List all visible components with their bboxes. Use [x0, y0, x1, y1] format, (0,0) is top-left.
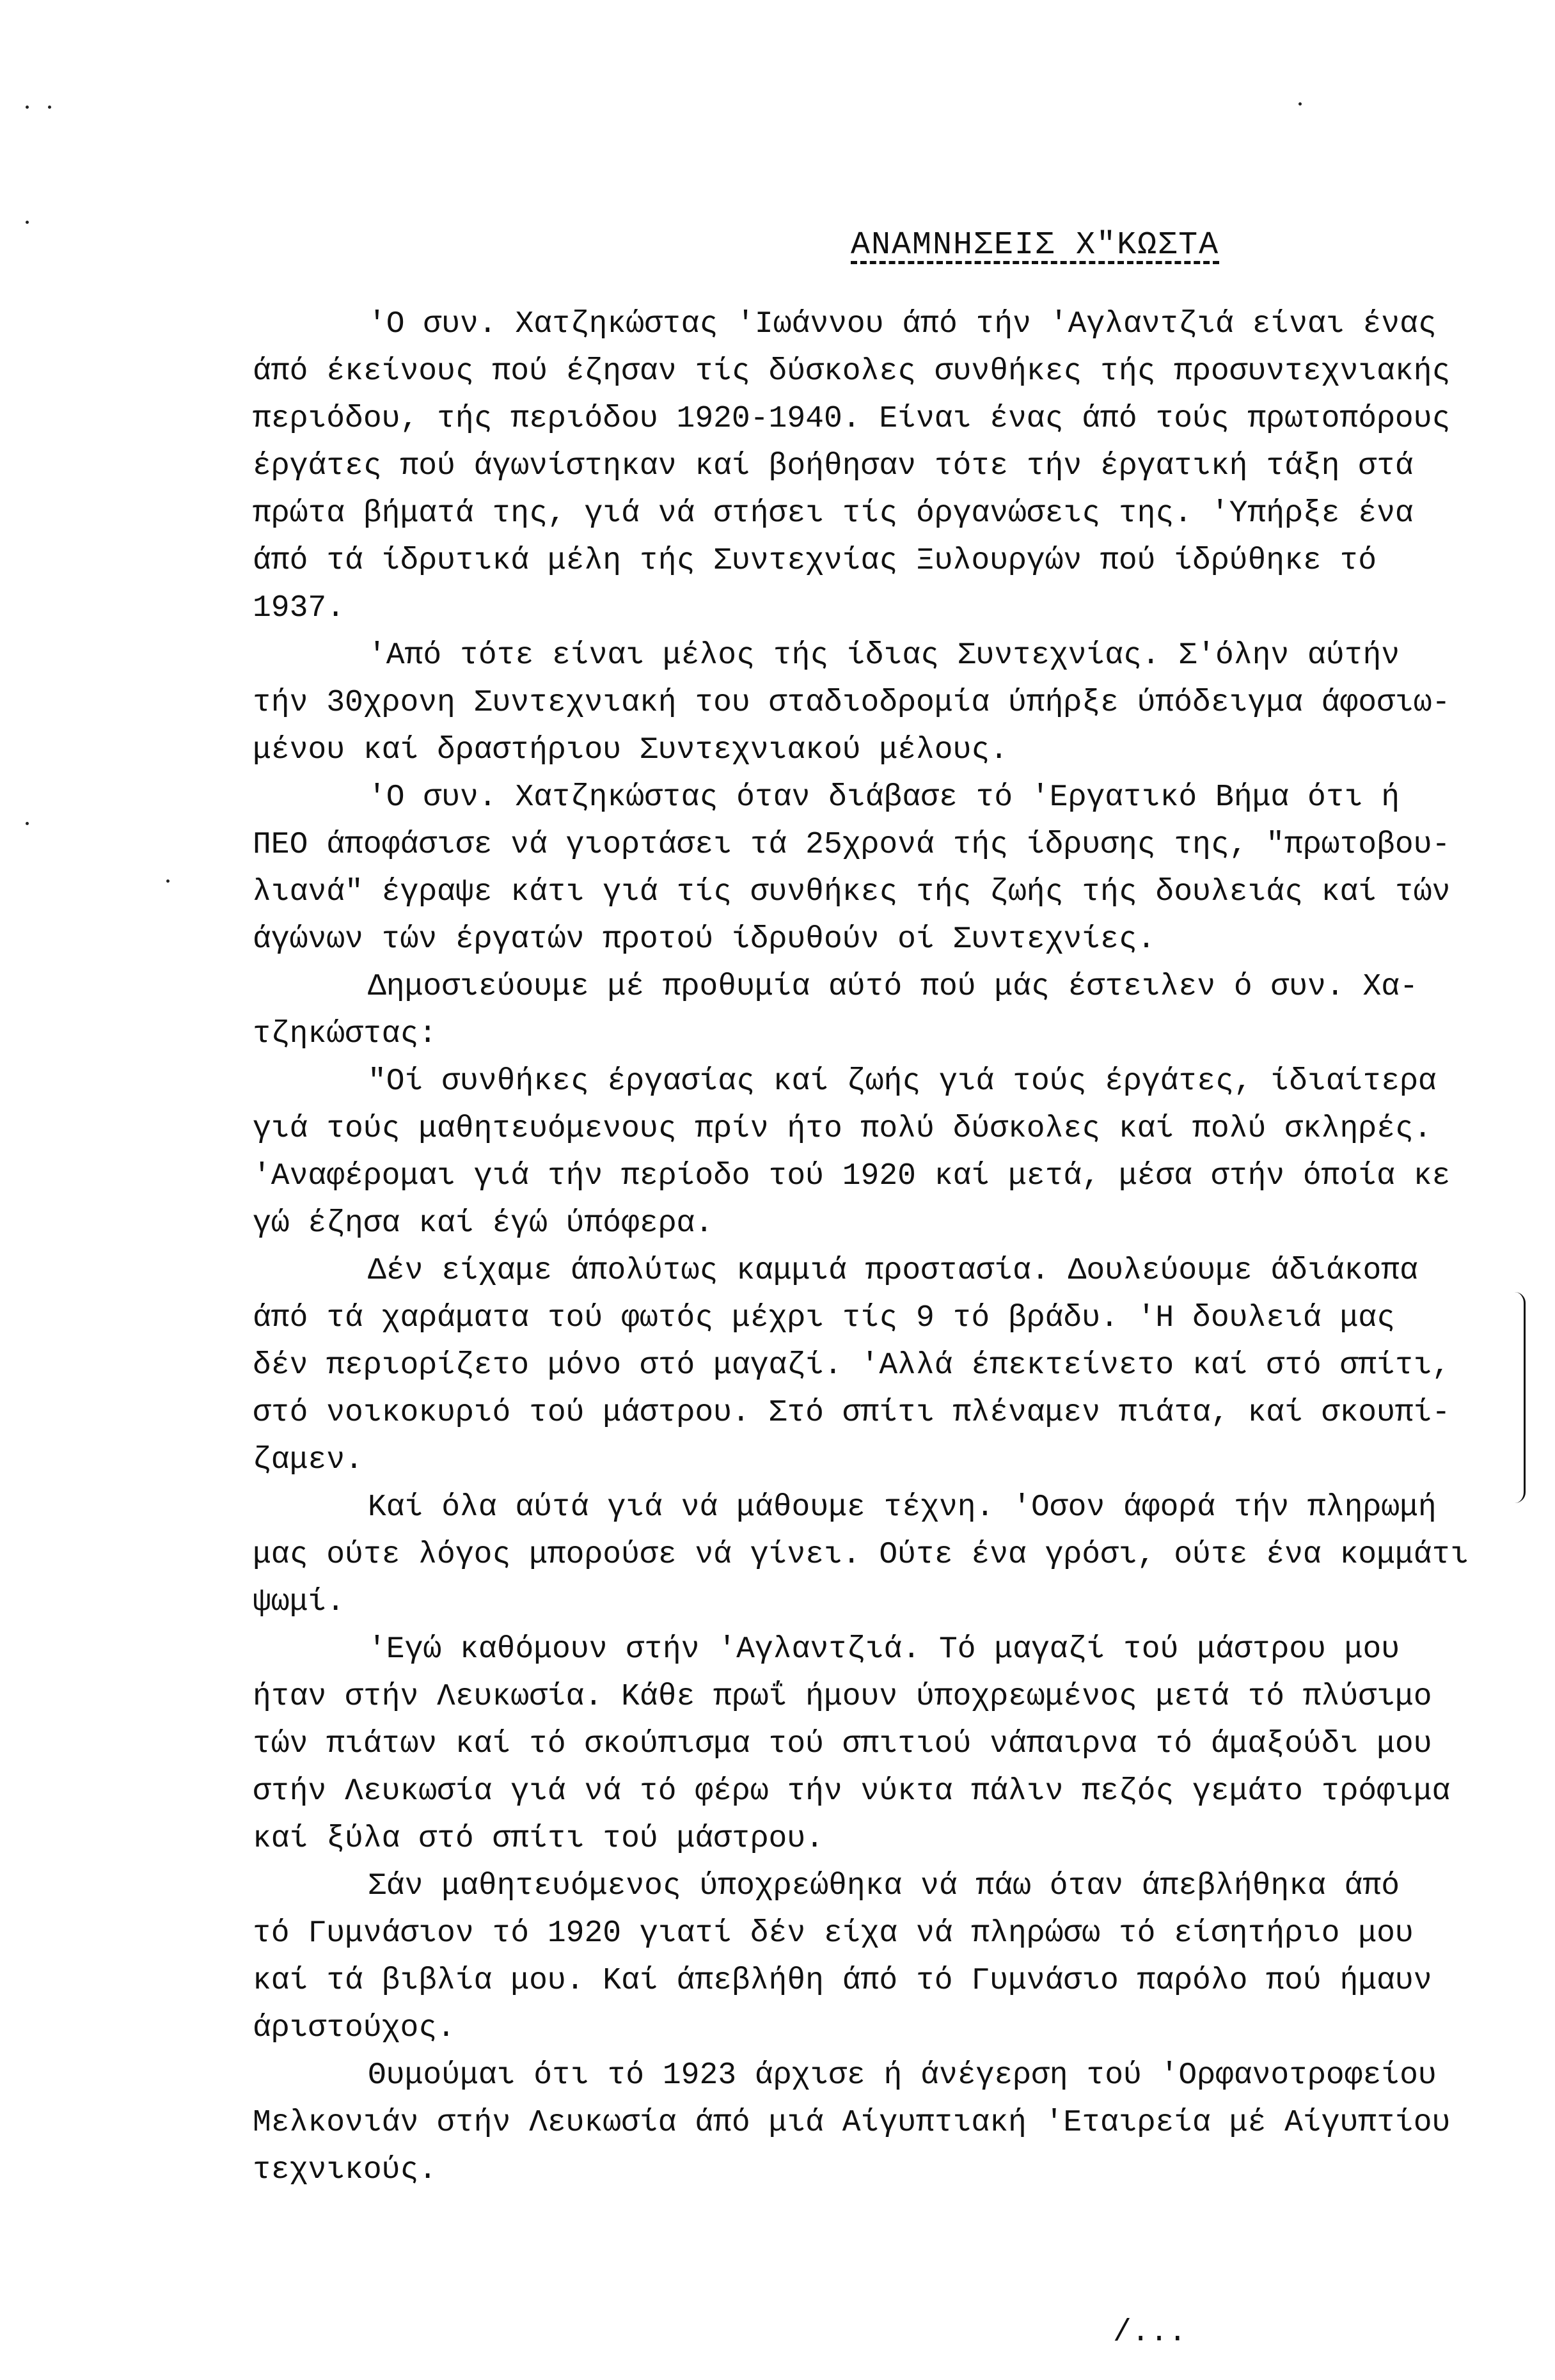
document-title: ΑΝΑΜΝΗΣΕΙΣ Χ"ΚΩΣΤΑ: [851, 227, 1220, 264]
text-line: "Οί συνθήκες έργασίας καί ζωής γιά τούς έργάτες, ίδιαίτερα: [368, 1064, 1437, 1099]
text-line: τό Γυμνάσιον τό 1920 γιατί δέν είχα νά πληρώσω τό είσητήριο μου: [253, 1916, 1414, 1951]
text-line: άπό τά ίδρυτικά μέλη τής Συντεχνίας Ξυλουργών πού ίδρύθηκε τό: [253, 544, 1377, 578]
text-line: 'Από τότε είναι μέλος τής ίδιας Συντεχνίας. Σ'όλην αύτήν: [368, 638, 1400, 673]
text-line: 'Αναφέρομαι γιά τήν περίοδο τού 1920 καί μετά, μέσα στήν όποία κε: [253, 1159, 1451, 1194]
scan-speck: [26, 822, 29, 825]
text-line: 'Εγώ καθόμουν στήν 'Αγλαντζιά. Τό μαγαζί τού μάστρου μου: [368, 1632, 1400, 1667]
text-line: 'Ο συν. Χατζηκώστας όταν διάβασε τό 'Εργατικό Βήμα ότι ή: [368, 780, 1400, 815]
text-line: ΠΕΟ άποφάσισε νά γιορτάσει τά 25χρονά τής ίδρυσης της, "πρωτοβου-: [253, 828, 1451, 862]
text-line: περιόδου, τής περιόδου 1920-1940. Είναι ένας άπό τούς πρωτοπόρους: [253, 402, 1451, 436]
text-line: άγώνων τών έργατών προτού ίδρυθούν οί Συντεχνίες.: [253, 922, 1156, 957]
continuation-mark: /...: [1113, 2315, 1187, 2350]
text-line: καί ξύλα στό σπίτι τού μάστρου.: [253, 1822, 824, 1856]
text-line: τών πιάτων καί τό σκούπισμα τού σπιτιού νάπαιρνα τό άμαξούδι μου: [253, 1727, 1432, 1761]
document-body: [253, 301, 1532, 2194]
text-line: μας ούτε λόγος μπορούσε νά γίνει. Ούτε ένα γρόσι, ούτε ένα κομμάτι: [253, 1538, 1469, 1572]
text-line: τήν 30χρονη Συντεχνιακή του σταδιοδρομία ύπήρξε ύπόδειγμα άφοσιω-: [253, 686, 1451, 720]
text-line: καί τά βιβλία μου. Καί άπεβλήθη άπό τό Γυμνάσιο παρόλο πού ήμαυν: [253, 1964, 1432, 1998]
text-line: Θυμούμαι ότι τό 1923 άρχισε ή άνέγερση τού 'Ορφανοτροφείου: [368, 2058, 1437, 2093]
text-line: λιανά" έγραψε κάτι γιά τίς συνθήκες τής ζωής τής δουλειάς καί τών: [253, 875, 1451, 910]
scan-speck: [166, 879, 170, 883]
text-line: άπό έκείνους πού έζησαν τίς δύσκολες συνθήκες τής προσυντεχνιακής: [253, 354, 1451, 389]
text-line: ψωμί.: [253, 1585, 345, 1620]
text-line: δέν περιορίζετο μόνο στό μαγαζί. 'Αλλά έπεκτείνετο καί στό σπίτι,: [253, 1348, 1451, 1383]
scan-speck: [1298, 102, 1302, 106]
text-line: 1937.: [253, 591, 345, 626]
scan-speck: [48, 106, 51, 109]
text-line: Δημοσιεύουμε μέ προθυμία αύτό πού μάς έστειλεν ό συν. Χα-: [368, 970, 1418, 1004]
scan-speck: [26, 106, 29, 109]
text-line: γιά τούς μαθητευόμενους πρίν ήτο πολύ δύσκολες καί πολύ σκληρές.: [253, 1112, 1432, 1146]
text-line: ήταν στήν Λευκωσία. Κάθε πρωΐ ήμουν ύποχρεωμένος μετά τό πλύσιμο: [253, 1680, 1432, 1714]
text-line: γώ έζησα καί έγώ ύπόφερα.: [253, 1206, 714, 1241]
text-line: Μελκονιάν στήν Λευκωσία άπό μιά Αίγυπτιακή 'Εταιρεία μέ Αίγυπτίου: [253, 2106, 1451, 2140]
text-line: Καί όλα αύτά γιά νά μάθουμε τέχνη. 'Οσον άφορά τήν πληρωμή: [368, 1490, 1437, 1525]
text-line: στό νοικοκυριό τού μάστρου. Στό σπίτι πλέναμεν πιάτα, καί σκουπί-: [253, 1396, 1451, 1430]
margin-bracket-mark: [1515, 1292, 1526, 1503]
text-line: στήν Λευκωσία γιά νά τό φέρω τήν νύκτα πάλιν πεζός γεμάτο τρόφιμα: [253, 1774, 1451, 1809]
text-line: μένου καί δραστήριου Συντεχνιακού μέλους.: [253, 733, 1008, 768]
text-line: άριστούχος.: [253, 2011, 455, 2045]
text-line: ζαμεν.: [253, 1443, 363, 1478]
scan-speck: [26, 221, 29, 224]
text-line: Σάν μαθητευόμενος ύποχρεώθηκα νά πάω όταν άπεβλήθηκα άπό: [368, 1869, 1400, 1903]
text-line: τζηκώστας:: [253, 1017, 438, 1052]
text-line: πρώτα βήματά της, γιά νά στήσει τίς όργανώσεις της. 'Υπήρξε ένα: [253, 496, 1414, 531]
text-line: Δέν είχαμε άπολύτως καμμιά προστασία. Δουλεύουμε άδιάκοπα: [368, 1254, 1418, 1288]
text-line: τεχνικούς.: [253, 2153, 438, 2187]
text-line: άπό τά χαράματα τού φωτός μέχρι τίς 9 τό βράδυ. 'Η δουλειά μας: [253, 1301, 1395, 1336]
text-line: 'Ο συν. Χατζηκώστας 'Ιωάννου άπό τήν 'Αγλαντζιά είναι ένας: [368, 307, 1437, 342]
text-line: έργάτες πού άγωνίστηκαν καί βοήθησαν τότε τήν έργατική τάξη στά: [253, 449, 1414, 484]
